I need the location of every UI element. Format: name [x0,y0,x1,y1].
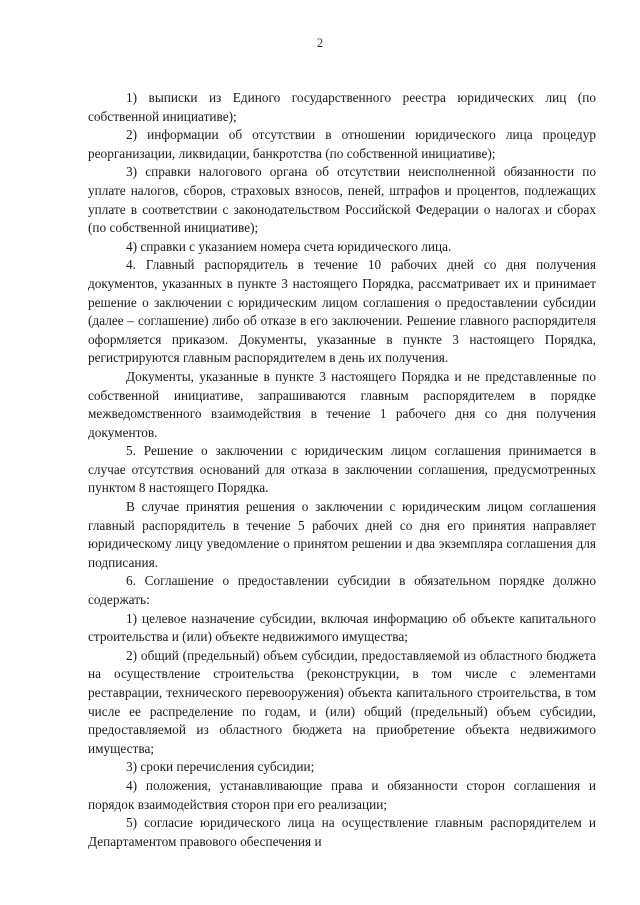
paragraph: 5) согласие юридического лица на осуществление главным распорядителем и Департаментом правового обеспечения и [88,815,596,849]
paragraph: 4. Главный распорядитель в течение 10 рабочих дней со дня получения документов, указанных в пункте 3 настоящего Порядка, рассматривает их и принимает решение о заключении с юридическим лицом соглашения о предоставлении субсидии (далее – соглашение) либо об отказе в его заключении. Решение главного распорядителя оформляется приказом. Документы, указанные в пункте 3 настоящего Порядка, регистрируются главным распорядителем в день их получения. [88,257,596,366]
paragraph: 2) общий (предельный) объем субсидии, предоставляемой из областного бюджета на осуществление строительства (реконструкции, в том числе с элементами реставрации, технического перевооружения) объекта капитального строительства, в том числе ее распределение по годам, и (или) общий (предельный) объем субсидии, предоставляемой из областного бюджета на приобретение объекта недвижимого имущества; [88,647,596,756]
paragraph: 1) выписки из Единого государственного реестра юридических лиц (по собственной инициативе); [88,90,596,124]
paragraph: 6. Соглашение о предоставлении субсидии в обязательном порядке должно содержать: [88,573,596,608]
document-body [88,89,596,851]
paragraph: 1) целевое назначение субсидии, включая информацию об объекте капитального строительства и (или) объекте недвижимого имущества; [88,610,596,645]
paragraph: Документы, указанные в пункте 3 настоящего Порядка и не представленные по собственной инициативе, запрашиваются главным распорядителем в порядке межведомственного взаимодействия в течение 1 рабочего дня со дня получения документов. [88,368,596,440]
paragraph: 5. Решение о заключении с юридическим лицом соглашения принимается в случае отсутствия оснований для отказа в заключении соглашения, предусмотренных пунктом 8 настоящего Порядка. [88,443,596,496]
paragraph: 4) положения, устанавливающие права и обязанности сторон соглашения и порядок взаимодействия сторон при его реализации; [88,777,596,812]
page-number: 2 [316,36,324,50]
paragraph: 4) справки с указанием номера счета юридического лица. [126,238,452,254]
paragraph: 2) информации об отсутствии в отношении юридического лица процедур реорганизации, ликвидации, банкротства (по собственной инициативе); [88,127,596,161]
paragraph: В случае принятия решения о заключении с юридическим лицом соглашения главный распорядитель в течение 5 рабочих дней со дня его принятия направляет юридическому лицу уведомление о принятом решении и два экземпляра соглашения для подписания. [88,499,596,570]
paragraph: 3) сроки перечисления субсидии; [126,759,315,775]
paragraph: 3) справки налогового органа об отсутствии неисполненной обязанности по уплате налогов, сборов, страховых взносов, пеней, штрафов и процентов, подлежащих уплате в соответствии с законодательством Российской Федерации о налогах и сборах (по собственной инициативе); [88,164,596,236]
